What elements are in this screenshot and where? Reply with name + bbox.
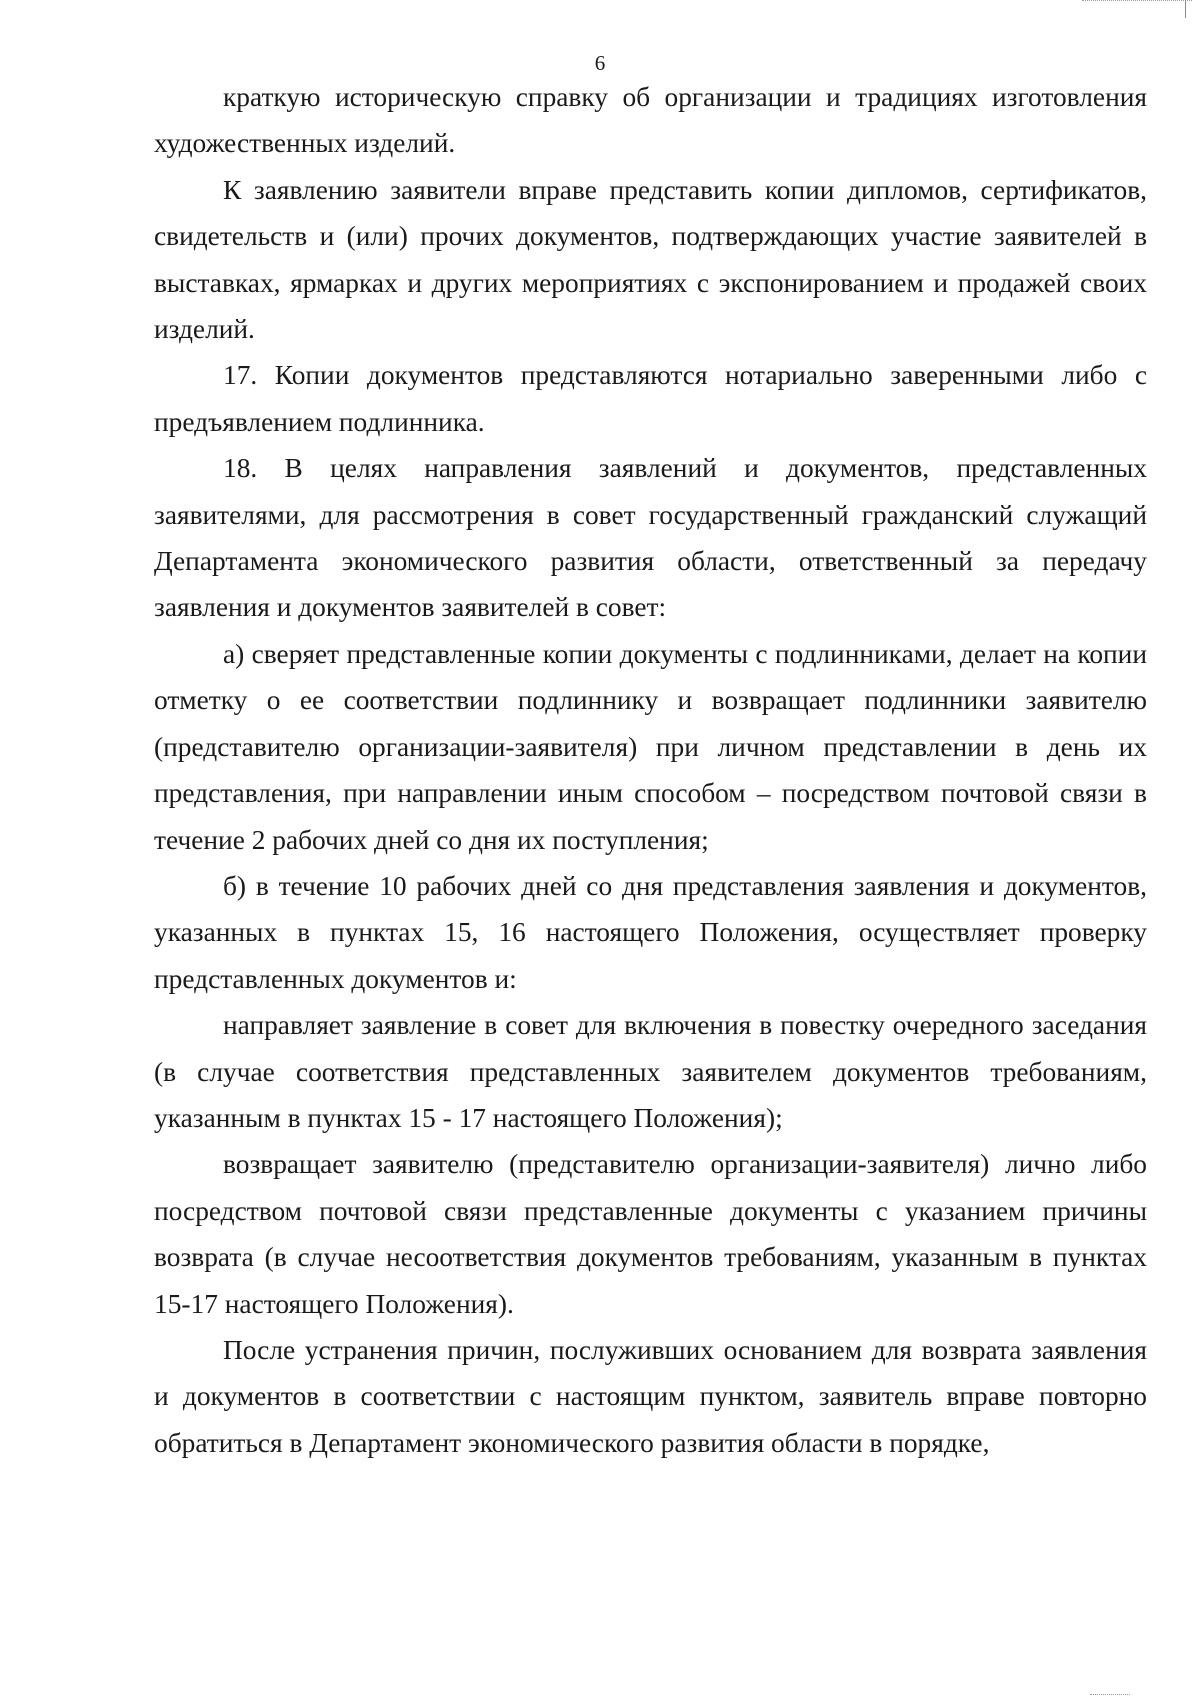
paragraph-resubmission: После устранения причин, послуживших основанием для возврата заявления и документов в соответствии с настоящим пунктом, заявитель вправе повторно обратиться в Департамент экономического развития области в порядке, [154, 1334, 1147, 1458]
paragraph-return-documents: возвращает заявителю (представителю организации-заявителя) лично либо посредством почтовой связи представленные документы с указанием причины возврата (в случае несоответствия документов требованиям, указанным в пунктах 15-17 настоящего Положения). [154, 1149, 1147, 1319]
paragraph-item-18b: б) в течение 10 рабочих дней со дня представления заявления и документов, указанных в пунктах 15, 16 настоящего Положения, осуществляет проверку представленных документов и: [154, 870, 1147, 994]
paragraph-historical-note: краткую историческую справку об организации и традициях изготовления художественных изделий. [154, 82, 1147, 159]
scan-edge-tick [1185, 0, 1186, 18]
scan-bottom-mark [1090, 1690, 1130, 1695]
scan-edge-mark [1082, 0, 1192, 7]
page-number: 6 [594, 51, 606, 75]
paragraph-item-17: 17. Копии документов представляются нотариально заверенными либо с предъявлением подлинника. [154, 360, 1147, 437]
paragraph-item-18a: а) сверяет представленные копии документы с подлинниками, делает на копии отметку о ее соответствии подлиннику и возвращает подлинники заявителю (представителю организации-заявителя) при личном представлении в день их представления, при направлении иным способом – посредством почтовой связи в течение 2 рабочих дней со дня их поступления; [154, 638, 1147, 855]
paragraph-forward-application: направляет заявление в совет для включения в повестку очередного заседания (в случае соответствия представленных заявителем документов требованиям, указанным в пунктах 15 - 17 настоящего Положения); [154, 1010, 1147, 1133]
document-body [154, 74, 1147, 1466]
paragraph-item-18: 18. В целях направления заявлений и документов, представленных заявителями, для рассмотрения в совет государственный гражданский служащий Департамента экономического развития области, ответственный за передачу заявления и документов заявителей в совет: [154, 453, 1147, 623]
paragraph-attachments: К заявлению заявители вправе представить копии дипломов, сертификатов, свидетельств и (или) прочих документов, подтверждающих участие заявителей в выставках, ярмарках и других мероприятиях с экспонированием и продажей своих изделий. [154, 174, 1147, 345]
